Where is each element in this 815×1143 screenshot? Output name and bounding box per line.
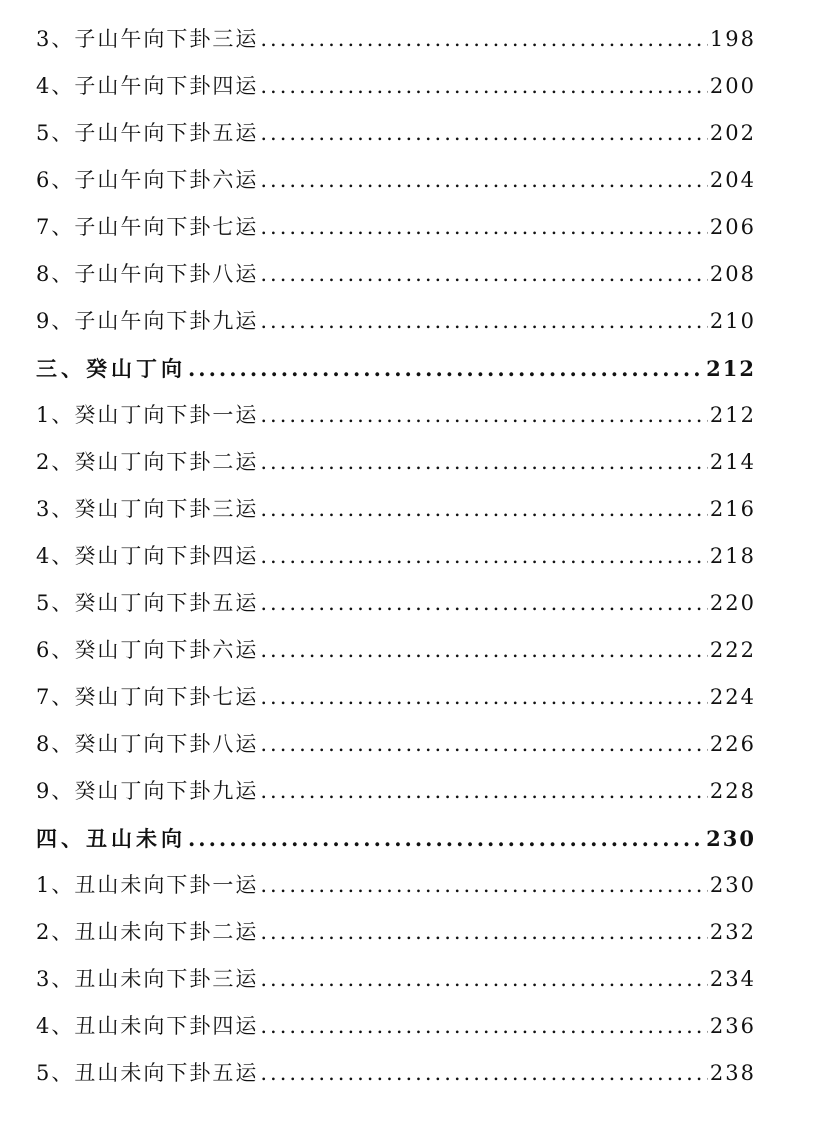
dot-leader	[260, 110, 708, 157]
dot-leader	[260, 721, 708, 768]
dot-leader	[260, 16, 708, 63]
toc-entry-page-number: 232	[709, 920, 756, 944]
toc-entry-page-number: 230	[709, 873, 756, 897]
toc-entry-page-number: 210	[709, 309, 756, 333]
toc-entry-title: 癸山丁向下卦七运	[74, 685, 259, 709]
dot-leader	[188, 345, 704, 392]
toc-entry-page-number: 214	[709, 450, 756, 474]
dot-leader	[188, 815, 704, 862]
toc-entry-page-number: 220	[709, 591, 756, 615]
toc-entry-page-number: 230	[706, 826, 756, 851]
toc-entry-page-number: 212	[706, 356, 756, 381]
toc-entry-title: 癸山丁向下卦九运	[74, 779, 259, 803]
dot-leader	[260, 674, 708, 721]
toc-entry[interactable]	[36, 486, 756, 533]
toc-entry-number: 5、	[36, 1061, 75, 1085]
toc-entry[interactable]	[36, 674, 756, 721]
toc-entry[interactable]	[36, 956, 756, 1003]
toc-entry-title: 癸山丁向下卦三运	[74, 497, 259, 521]
toc-entry-number: 2、	[36, 920, 75, 944]
toc-entry-number: 4、	[36, 74, 75, 98]
toc-entry-page-number: 200	[709, 74, 756, 98]
toc-entry-title: 癸山丁向下卦八运	[74, 732, 259, 756]
toc-entry-title: 子山午向下卦三运	[74, 27, 259, 51]
dot-leader	[260, 1003, 708, 1050]
toc-entry[interactable]	[36, 627, 756, 674]
dot-leader	[260, 439, 708, 486]
toc-entry-title: 子山午向下卦九运	[74, 309, 259, 333]
toc-entry-number: 9、	[36, 779, 75, 803]
toc-entry-number: 三、	[36, 356, 86, 381]
toc-entry-title: 癸山丁向下卦六运	[74, 638, 259, 662]
dot-leader	[260, 486, 708, 533]
toc-entry-title: 癸山丁向下卦五运	[74, 591, 259, 615]
toc-entry-number: 4、	[36, 1014, 75, 1038]
toc-entry-page-number: 218	[709, 544, 756, 568]
toc-entry-number: 9、	[36, 309, 75, 333]
toc-entry[interactable]	[36, 533, 756, 580]
dot-leader	[260, 862, 708, 909]
toc-entry-title: 子山午向下卦七运	[74, 215, 259, 239]
toc-entry[interactable]	[36, 63, 756, 110]
dot-leader	[260, 580, 708, 627]
toc-entry-page-number: 238	[709, 1061, 756, 1085]
toc-entry-page-number: 216	[709, 497, 756, 521]
toc-entry-number: 7、	[36, 685, 75, 709]
toc-entry-page-number: 202	[709, 121, 756, 145]
table-of-contents	[36, 16, 756, 1097]
toc-entry-page-number: 234	[709, 967, 756, 991]
toc-entry-title: 丑山未向下卦一运	[74, 873, 259, 897]
toc-entry[interactable]	[36, 768, 756, 815]
toc-entry-title: 子山午向下卦八运	[74, 262, 259, 286]
dot-leader	[260, 1050, 708, 1097]
toc-entry-title: 癸山丁向下卦四运	[74, 544, 259, 568]
dot-leader	[260, 63, 708, 110]
toc-entry[interactable]	[36, 439, 756, 486]
toc-entry-number: 8、	[36, 262, 75, 286]
toc-entry-number: 3、	[36, 497, 75, 521]
dot-leader	[260, 768, 708, 815]
toc-entry[interactable]	[36, 298, 756, 345]
toc-entry[interactable]	[36, 204, 756, 251]
toc-entry-number: 6、	[36, 168, 75, 192]
toc-entry-title: 子山午向下卦五运	[74, 121, 259, 145]
dot-leader	[260, 956, 708, 1003]
toc-entry[interactable]	[36, 251, 756, 298]
toc-entry-page-number: 208	[709, 262, 756, 286]
toc-entry-page-number: 228	[709, 779, 756, 803]
toc-entry-title: 丑山未向下卦三运	[74, 967, 259, 991]
toc-entry-title: 子山午向下卦六运	[74, 168, 259, 192]
dot-leader	[260, 627, 708, 674]
toc-entry[interactable]	[36, 157, 756, 204]
toc-entry-number: 1、	[36, 403, 75, 427]
toc-entry-page-number: 212	[709, 403, 756, 427]
toc-entry-number: 3、	[36, 27, 75, 51]
toc-entry-title: 丑山未向下卦五运	[74, 1061, 259, 1085]
toc-entry[interactable]	[36, 1050, 756, 1097]
toc-entry[interactable]	[36, 580, 756, 627]
toc-entry-number: 6、	[36, 638, 75, 662]
toc-entry-page-number: 222	[709, 638, 756, 662]
dot-leader	[260, 204, 708, 251]
toc-entry[interactable]	[36, 16, 756, 63]
toc-entry-number: 4、	[36, 544, 75, 568]
toc-section-heading[interactable]	[36, 345, 756, 392]
dot-leader	[260, 251, 708, 298]
toc-entry[interactable]	[36, 110, 756, 157]
toc-entry-page-number: 236	[709, 1014, 756, 1038]
dot-leader	[260, 533, 708, 580]
toc-entry-page-number: 206	[709, 215, 756, 239]
toc-entry[interactable]	[36, 909, 756, 956]
toc-entry-number: 7、	[36, 215, 75, 239]
toc-entry-page-number: 198	[709, 27, 756, 51]
toc-entry[interactable]	[36, 862, 756, 909]
toc-section-heading[interactable]	[36, 815, 756, 862]
dot-leader	[260, 392, 708, 439]
toc-entry-title: 丑山未向下卦二运	[74, 920, 259, 944]
dot-leader	[260, 298, 708, 345]
toc-entry-number: 5、	[36, 591, 75, 615]
toc-entry-title: 癸山丁向下卦二运	[74, 450, 259, 474]
toc-entry-number: 1、	[36, 873, 75, 897]
toc-entry-page-number: 224	[709, 685, 756, 709]
dot-leader	[260, 909, 708, 956]
toc-entry-page-number: 204	[709, 168, 756, 192]
toc-entry[interactable]	[36, 392, 756, 439]
toc-entry-title: 癸山丁向	[86, 356, 186, 381]
toc-entry[interactable]	[36, 1003, 756, 1050]
toc-entry-number: 8、	[36, 732, 75, 756]
toc-entry-title: 子山午向下卦四运	[74, 74, 259, 98]
toc-entry-number: 5、	[36, 121, 75, 145]
toc-entry-number: 3、	[36, 967, 75, 991]
toc-entry-page-number: 226	[709, 732, 756, 756]
dot-leader	[260, 157, 708, 204]
toc-entry-title: 丑山未向	[86, 826, 186, 851]
toc-entry-title: 癸山丁向下卦一运	[74, 403, 259, 427]
toc-entry-title: 丑山未向下卦四运	[74, 1014, 259, 1038]
toc-entry-number: 四、	[36, 826, 86, 851]
toc-entry-number: 2、	[36, 450, 75, 474]
toc-entry[interactable]	[36, 721, 756, 768]
